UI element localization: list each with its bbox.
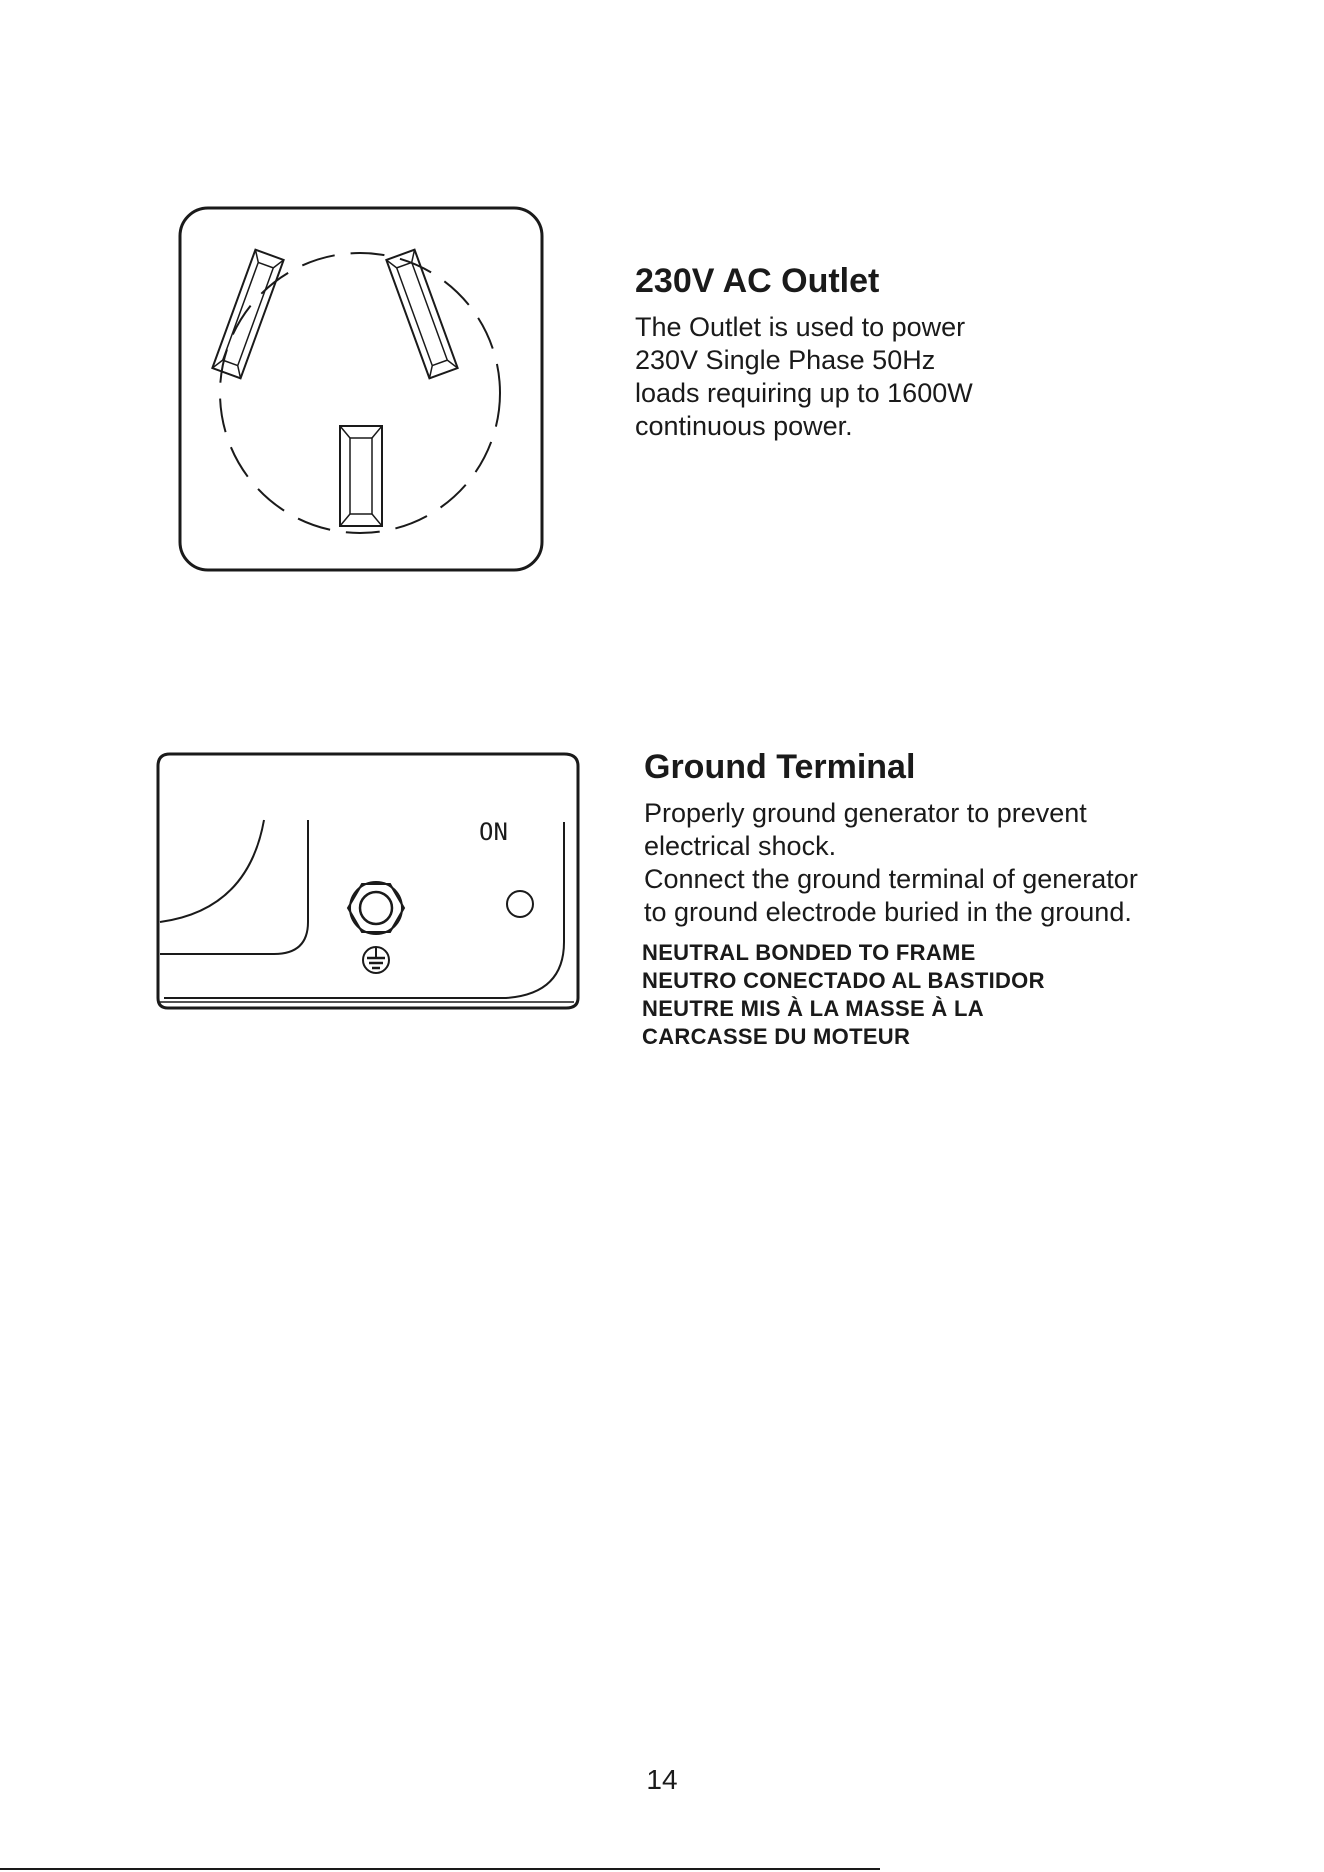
outlet-description <box>635 311 1255 443</box>
outlet-description-line: 230V Single Phase 50Hz <box>635 345 936 375</box>
notice-line: NEUTRE MIS À LA MASSE À LA <box>642 996 984 1021</box>
notice-line: NEUTRAL BONDED TO FRAME <box>642 940 976 965</box>
ac-outlet-illustration <box>178 206 544 572</box>
outlet-title: 230V AC Outlet <box>635 262 880 300</box>
notice-line: CARCASSE DU MOTEUR <box>642 1024 911 1049</box>
on-label: ON <box>479 818 508 846</box>
ground-title: Ground Terminal <box>644 748 916 786</box>
outlet-section <box>635 262 1255 443</box>
right-blade-slot-icon <box>386 250 457 379</box>
ground-description-line: electrical shock. <box>644 831 837 861</box>
ground-section <box>644 748 1284 1051</box>
protective-earth-icon <box>363 947 389 973</box>
hex-nut-terminal-icon[interactable] <box>348 882 404 934</box>
earth-pin-slot-icon <box>340 426 382 526</box>
outlet-description-line: The Outlet is used to power <box>635 312 966 342</box>
left-blade-slot-icon <box>212 250 283 379</box>
indicator-lamp-icon <box>507 891 533 917</box>
page-number: 14 <box>646 1764 678 1795</box>
ground-description-line: Connect the ground terminal of generator <box>644 864 1138 894</box>
outlet-description-line: loads requiring up to 1600W <box>635 378 973 408</box>
ground-description-line: Properly ground generator to prevent <box>644 798 1087 828</box>
notice-line: NEUTRO CONECTADO AL BASTIDOR <box>642 968 1045 993</box>
neutral-bonded-notice <box>642 939 1284 1051</box>
bottom-rule <box>0 1868 880 1870</box>
ground-description <box>644 797 1284 929</box>
ground-terminal-illustration <box>156 752 580 1012</box>
outlet-description-line: continuous power. <box>635 411 853 441</box>
ground-description-line: to ground electrode buried in the ground. <box>644 897 1132 927</box>
